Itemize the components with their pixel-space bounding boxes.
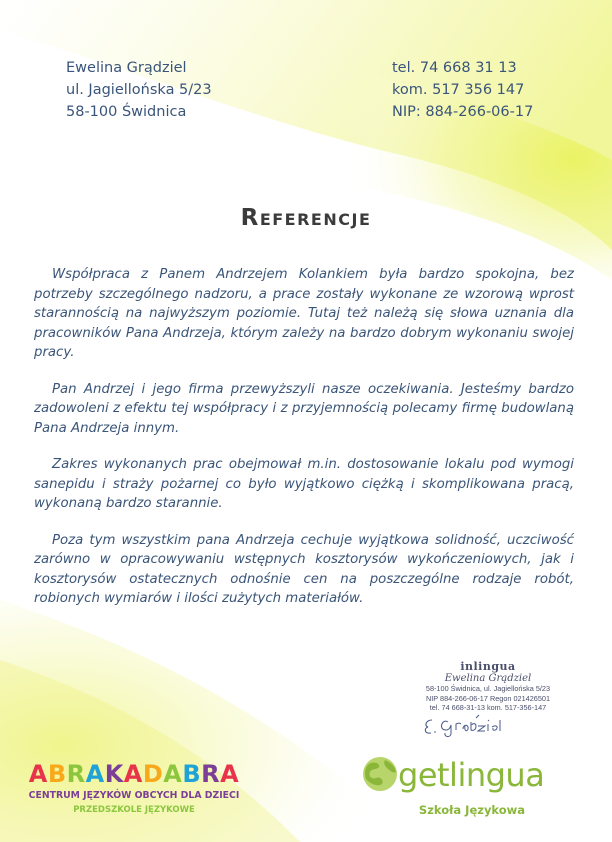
abrakadabra-logo [22, 758, 247, 816]
contact-mobile: kom. 517 356 147 [392, 82, 525, 98]
paragraph-3: Zakres wykonanych prac obejmował m.in. dostosowanie lokalu pod wymogi sanepidu i straży pożarnej co było wyjątkowo ciężką i skomplikowana pracą, wykonaną bardzo starannie. [34, 457, 574, 511]
stamp-address: 58-100 Świdnica, ul. Jagiellońska 5/23 [425, 684, 551, 693]
sender-block [66, 57, 212, 123]
paragraph-4: Poza tym wszystkim pana Andrzeja cechuje wyjątkowa solidność, uczciwość zarówno w opracowywaniu wstępnych kosztorysów wykończeniowych, jak i kosztorysów ostatecznych odnośnie cen na poszczególne rodzaje robót, robionych wymiarów i ilości zużytych materiałów. [34, 532, 574, 606]
paragraph-1: Współpraca z Panem Andrzejem Kolankiem była bardzo spokojna, bez potrzeby szczególnego nadzoru, a prace zostały wykonane ze wzorową wprost starannością na najwyższym poziomie. Tutaj też należą się słowa uznania dla pracowników Pana Andrzeja, którym zależy na bardzo dobrym wykonaniu swojej pracy. [34, 267, 574, 360]
company-stamp [408, 660, 568, 713]
handwritten-signature [418, 712, 558, 738]
getlingua-logo [360, 752, 575, 820]
stamp-name: Ewelina Grądziel [444, 673, 532, 684]
sender-city: 58-100 Świdnica [66, 104, 187, 120]
sender-name: Ewelina Grądziel [66, 60, 187, 76]
contact-nip: NIP: 884-266-06-17 [392, 104, 534, 120]
contact-block [392, 57, 533, 123]
sender-street: ul. Jagiellońska 5/23 [66, 82, 212, 98]
letter-body [34, 265, 574, 626]
svg-text:CENTRUM JĘZYKÓW OBCYCH DLA DZI: CENTRUM JĘZYKÓW OBCYCH DLA DZIECI [28, 790, 240, 801]
stamp-brand: inlingua [460, 660, 516, 673]
svg-text:PRZEDSZKOLE JĘZYKOWE: PRZEDSZKOLE JĘZYKOWE [73, 805, 195, 815]
contact-tel: tel. 74 668 31 13 [392, 60, 517, 76]
paragraph-2: Pan Andrzej i jego firma przewyższyli nasze oczekiwania. Jesteśmy bardzo zadowoleni z efektu tej współpracy i z przyjemnością polecamy firmę budowlaną Pana Andrzeja innym. [34, 381, 574, 436]
stamp-phones: tel. 74 668-31-13 kom. 517-356-147 [429, 703, 547, 712]
document-title: Referencje [240, 205, 372, 231]
svg-text:getlingua: getlingua [398, 756, 545, 794]
stamp-ids: NIP 884-266-06-17 Regon 021426501 [425, 693, 550, 703]
svg-text:Szkoła Językowa: Szkoła Językowa [418, 803, 526, 817]
svg-text:ABRAKADABRA: ABRAKADABRA [28, 760, 240, 788]
